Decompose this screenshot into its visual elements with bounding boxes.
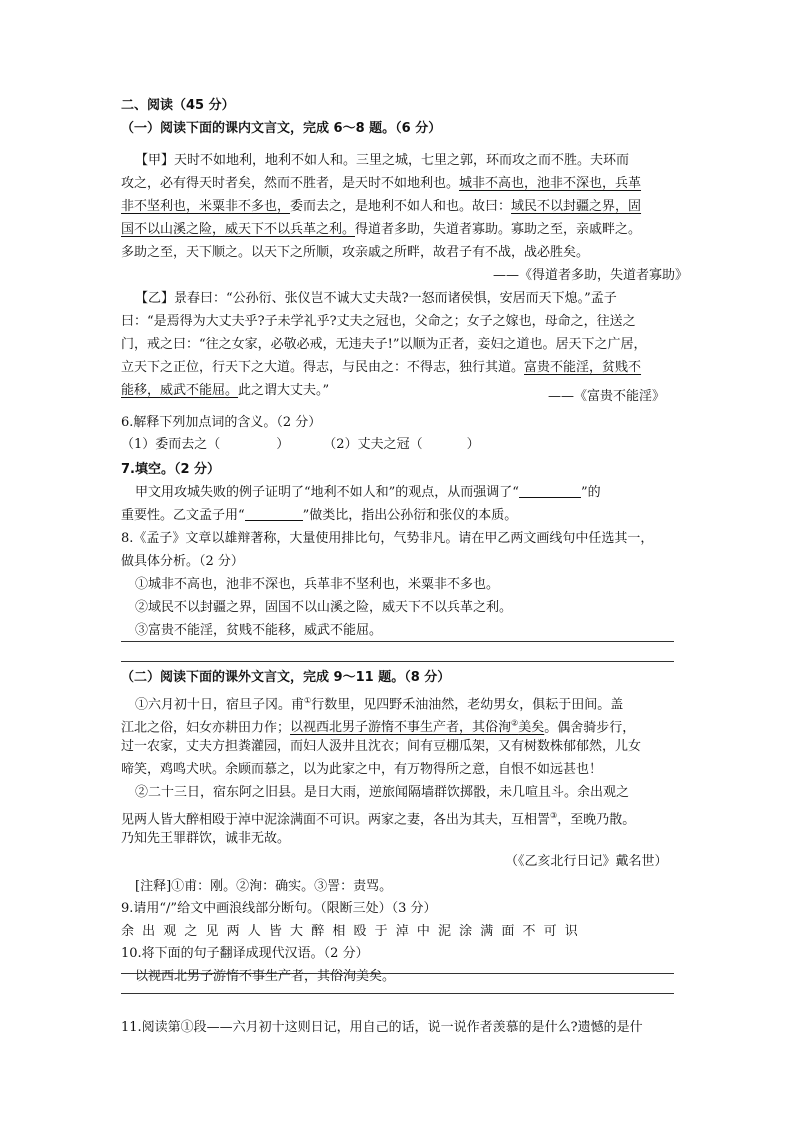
jia-line-1: 【甲】天时不如地利，地利不如人和。三里之城，七里之郭，环而攻之而不胜。夫环而 (135, 153, 630, 168)
yi-line-5: 能移，威武不能屈。此之谓大丈夫。” (121, 383, 330, 398)
q8-line-2: 做具体分析。（2 分） (121, 554, 244, 569)
footnote-mark: ③ (550, 811, 558, 820)
q8-option-3: ③富贵不能淫，贫贱不能移，威武不能屈。 (135, 623, 383, 638)
q7-blank-2[interactable] (245, 506, 303, 521)
underlined-sentence: 非不坚利也，米粟非不多也， (121, 199, 291, 214)
answer-line[interactable] (121, 993, 674, 994)
q11-title: 11.阅读第①段——六月初十这则日记，用自己的话，说一说作者羡慕的是什么?遗憾的是什 (121, 1020, 643, 1035)
answer-line[interactable] (121, 641, 674, 642)
underlined-sentence: 富贵不能淫，贫贱不 (524, 360, 642, 375)
q6-item-2: （2）丈夫之冠（ (323, 437, 423, 452)
underlined-sentence: 国不以山溪之险，威天下不以兵革之利。 (121, 222, 356, 237)
q8-option-1: ①城非不高也，池非不深也，兵革非不坚利也，米粟非不多也。 (135, 577, 500, 592)
underlined-sentence: 能移，威武不能屈。 (121, 383, 239, 398)
footnote-mark: ① (304, 696, 312, 705)
jia-line-2: 攻之，必有得天时者矣，然而不胜者，是天时不如地利也。城非不高也，池非不深也，兵革 (121, 176, 642, 191)
q9-chars: 余 出 观 之 见 两 人 皆 大 醉 相 殴 于 淖 中 泥 涂 满 面 不 可 识 (121, 924, 580, 939)
part1-heading: （一）阅读下面的课内文言文，完成 6～8 题。（6 分） (121, 121, 442, 136)
p1-line-4: 啼笑，鸡鸣犬吠。余顾而慕之，以为此家之中，有万物得所之意，自恨不如远甚也！ (121, 762, 603, 777)
p2-line-2: 见两人皆大醉相殴于淖中泥涂满面不可识。两家之妻，各出为其夫，互相詈③，至晚乃散。 (121, 811, 636, 828)
answer-line[interactable] (121, 973, 674, 974)
q10-sentence: 以视西北男子游惰不事生产者，其俗洵美矣。 (135, 969, 396, 984)
q10-title: 10.将下面的句子翻译成现代汉语。（2 分） (121, 946, 369, 961)
yi-line-4: 立天下之正位，行天下之大道。得志，与民由之：不得志，独行其道。富贵不能淫，贫贱不 (121, 360, 642, 375)
part2-heading: （二）阅读下面的课外文言文，完成 9～11 题。（8 分） (121, 670, 451, 685)
yi-line-1: 【乙】景春曰：“公孙衍、张仪岂不诚大丈夫哉?一怒而诸侯惧，安居而天下熄。”孟子 (135, 291, 617, 306)
q6-title: 6.解释下列加点词的含义。（2 分） (121, 415, 322, 430)
underlined-sentence: 以视西北男子游惰不事生产者，其俗洵②美矣 (290, 719, 545, 736)
p1-line-1: ①六月初十日，宿旦子冈。甫①行数里，见四野禾油油然，老幼男女，俱耘于田间。盖 (135, 696, 624, 713)
q7-title: 7.填空。（2 分） (121, 462, 221, 477)
jia-line-3: 非不坚利也，米粟非不多也，委而去之，是地利不如人和也。故曰：域民不以封疆之界，固 (121, 199, 642, 214)
underlined-sentence: 域民不以封疆之界，固 (511, 199, 642, 214)
p2-line-3: 乃知先王罪群饮，诚非无故。 (121, 831, 291, 846)
underlined-sentence: 城非不高也，池非不深也，兵革 (459, 176, 642, 191)
p2-line-1: ②二十三日，宿东阿之旧县。是日大雨，逆旅闻隔墙群饮掷骰，未几喧且斗。余出观之 (135, 785, 630, 800)
notes: [注释]①甫：刚。②洵：确实。③詈：责骂。 (135, 879, 393, 894)
yi-line-3: 门，戒之曰：“往之女家，必敬必戒，无违夫子!”以顺为正者，妾妇之道也。居天下之广居， (121, 337, 647, 352)
q8-option-2: ②域民不以封疆之界，固国不以山溪之险，威天下不以兵革之利。 (135, 600, 513, 615)
q7-line-1: 甲文用攻城失败的例子证明了“地利不如人和”的观点，从而强调了“ ”的 (135, 485, 601, 500)
q6-items: （1）委而去之（ ） （2）丈夫之冠（ ） (121, 437, 480, 452)
footnote-mark: ② (511, 719, 519, 728)
answer-line[interactable] (121, 661, 674, 662)
q8-line-1: 8.《孟子》文章以雄辩著称，大量使用排比句，气势非凡。请在甲乙两文画线句中任选其一， (121, 531, 654, 546)
yi-line-2: 曰：“是焉得为大丈夫乎?子未学礼乎?丈夫之冠也，父命之；女子之嫁也，母命之，往送之 (121, 314, 636, 329)
part2-source: （《乙亥北行日记》戴名世） (505, 854, 668, 869)
section-title: 二、阅读（45 分） (121, 98, 235, 113)
p1-line-3: 过一农家，丈夫方担粪灌园，而妇人汲井且沈衣；间有豆棚瓜架，又有树数株郁郁然，儿女 (121, 739, 642, 754)
jia-line-4: 国不以山溪之险，威天下不以兵革之利。得道者多助，失道者寡助。寡助之至，亲戚畔之。 (121, 222, 642, 237)
q7-line-2: 重要性。乙文孟子用“ ”做类比，指出公孙衍和张仪的本质。 (121, 508, 518, 523)
jia-line-5: 多助之至，天下顺之。以天下之所顺，攻亲戚之所畔，故君子有不战，战必胜矣。 (121, 245, 590, 260)
q6-item-1: （1）委而去之（ (121, 437, 221, 452)
q9-title: 9.请用“/”给文中画浪线部分断句。（限断三处）（3 分） (121, 901, 437, 916)
yi-source: ——《富贵不能淫》 (548, 389, 666, 404)
p1-line-2: 江北之俗，妇女亦耕田力作；以视西北男子游惰不事生产者，其俗洵②美矣。偶舍骑步行， (121, 719, 636, 736)
jia-source: ——《得道者多助，失道者寡助》 (493, 268, 689, 283)
q7-blank-1[interactable] (519, 483, 581, 498)
